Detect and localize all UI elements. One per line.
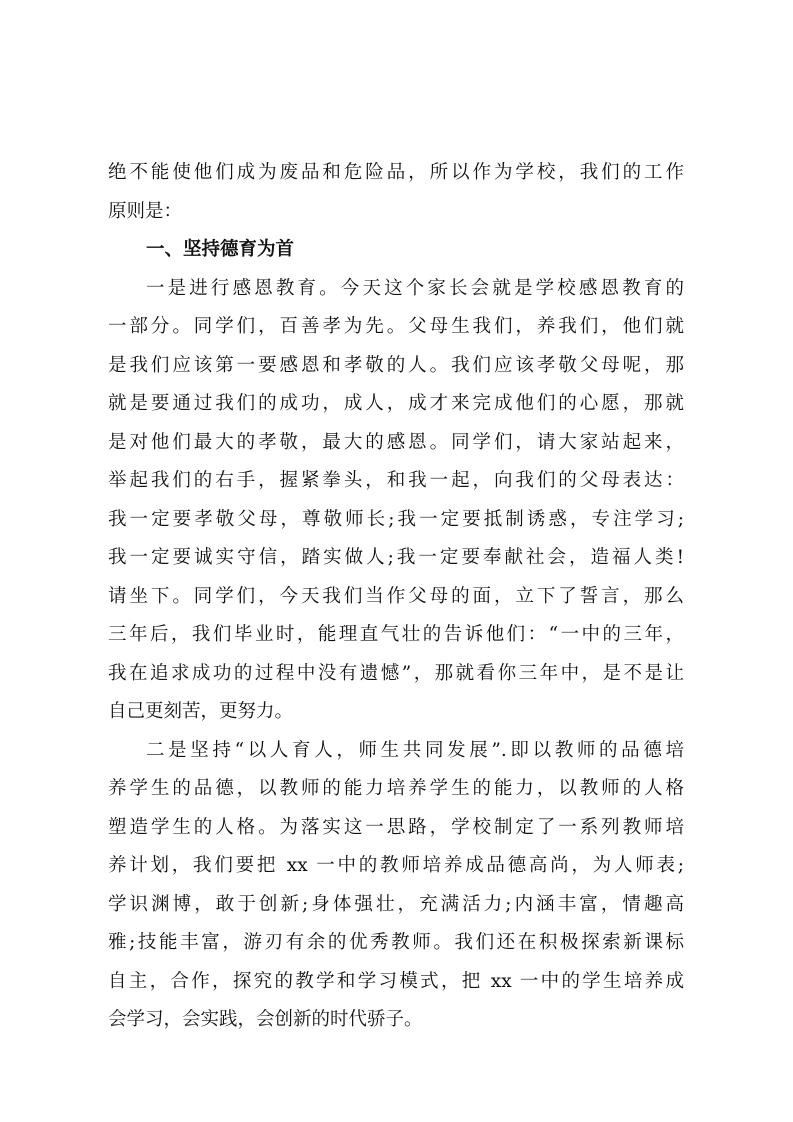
text-line: 是对他们最大的孝敬，最大的感恩。同学们，请大家站起来， — [108, 432, 684, 453]
text-line: 塑造学生的人格。为落实这一思路，学校制定了一系列教师培 — [108, 817, 684, 838]
text-line: 是我们应该第一要感恩和孝敬的人。我们应该孝敬父母呢，那 — [108, 355, 684, 376]
text-line: 一部分。同学们，百善孝为先。父母生我们，养我们，他们就 — [108, 316, 684, 337]
text-line: 三年后，我们毕业时，能理直气壮的告诉他们：“一中的三年， — [108, 624, 684, 645]
text-line: 我一定要孝敬父母，尊敬师长;我一定要抵制诱惑，专注学习; — [108, 509, 684, 530]
text-line: 二是坚持“以人育人，师生共同发展”.即以教师的品德培 — [146, 740, 684, 761]
text-line: 请坐下。同学们，今天我们当作父母的面，立下了誓言，那么 — [108, 586, 684, 607]
text-line: 养学生的品德，以教师的能力培养学生的能力，以教师的人格 — [108, 778, 684, 799]
section-heading: 一、坚持德育为首 — [146, 239, 295, 260]
text-line: 绝不能使他们成为废品和危险品，所以作为学校，我们的工作 — [108, 162, 684, 183]
text-line: 学识渊博，敢于创新;身体强壮，充满活力;内涵丰富，情趣高 — [108, 894, 684, 915]
text-line: 原则是： — [108, 201, 183, 222]
text-line: 会学习，会实践，会创新的时代骄子。 — [108, 1009, 423, 1030]
text-line: 养计划，我们要把 xx 一中的教师培养成品德高尚，为人师表; — [108, 855, 684, 876]
text-line: 我一定要诚实守信，踏实做人;我一定要奉献社会，造福人类! — [108, 547, 684, 568]
text-line: 自己更刻苦，更努力。 — [108, 701, 294, 722]
text-line: 雅;技能丰富，游刃有余的优秀教师。我们还在积极探索新课标 — [108, 932, 684, 953]
text-line: 就是要通过我们的成功，成人，成才来完成他们的心愿，那就 — [108, 393, 684, 414]
text-line: 自主，合作，探究的教学和学习模式，把 xx 一中的学生培养成 — [108, 971, 684, 992]
text-line: 举起我们的右手，握紧拳头，和我一起，向我们的父母表达： — [108, 470, 684, 491]
text-line: 一是进行感恩教育。今天这个家长会就是学校感恩教育的 — [146, 278, 684, 299]
text-line: 我在追求成功的过程中没有遗憾”，那就看你三年中，是不是让 — [108, 663, 684, 684]
